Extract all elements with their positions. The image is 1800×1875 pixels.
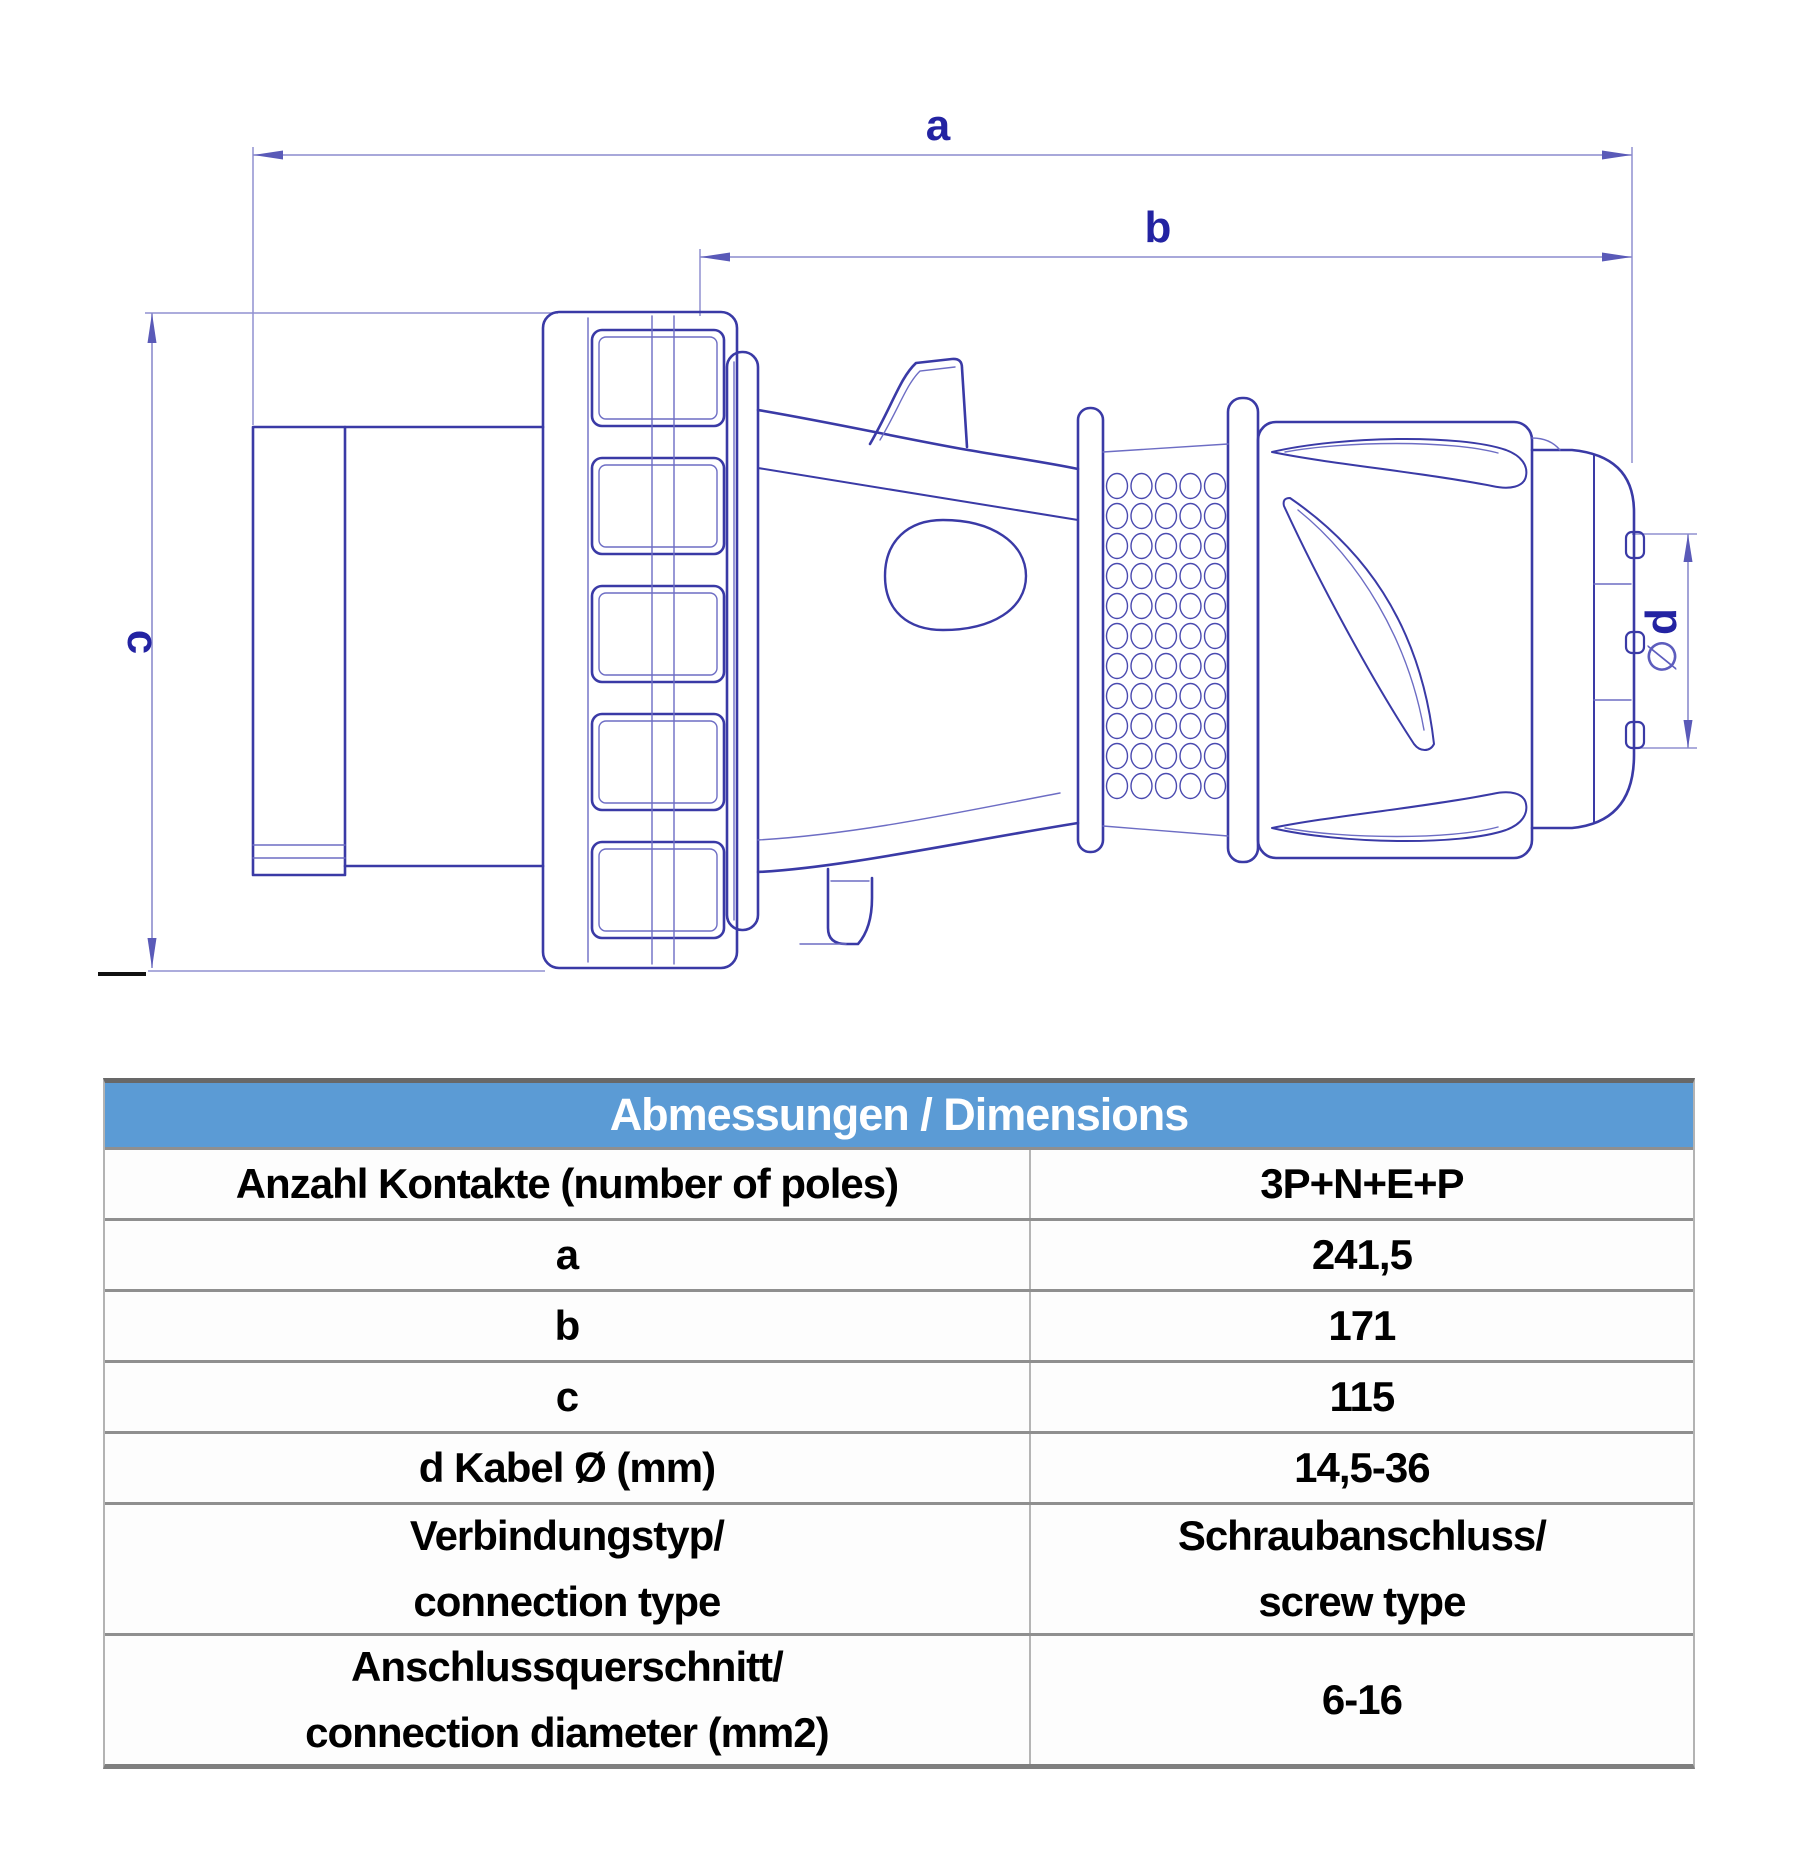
- dim-label-a: a: [925, 101, 951, 150]
- row-value: [1031, 1505, 1693, 1633]
- dim-label-d-letter: d: [1637, 608, 1686, 636]
- row-label: [105, 1505, 1031, 1633]
- grip-bar-left: [1078, 408, 1103, 852]
- dimension-arrowheads: [148, 151, 1693, 969]
- row-label: Anzahl Kontakte (number of poles): [105, 1150, 1031, 1218]
- table-row: [105, 1289, 1693, 1360]
- flange-disc: [727, 352, 758, 930]
- end-cap: [1532, 450, 1634, 828]
- bottom-latch: [828, 869, 872, 944]
- table-row: [105, 1431, 1693, 1502]
- table-header: Abmessungen / Dimensions: [105, 1083, 1693, 1147]
- table-row: [105, 1502, 1693, 1633]
- row-label: [105, 1636, 1031, 1764]
- dimension-extension-lines: [145, 147, 1697, 971]
- grip-bar-right: [1228, 398, 1258, 862]
- gland-nut: [543, 312, 737, 968]
- cable-sleeve: [253, 427, 345, 875]
- row-label: d Kabel Ø (mm): [105, 1434, 1031, 1502]
- diameter-symbol: ∅: [1641, 639, 1685, 674]
- table-row: [105, 1218, 1693, 1289]
- body-top-edge: [758, 410, 1078, 469]
- oval-opening: [885, 520, 1026, 630]
- table-row: [105, 1360, 1693, 1431]
- row-value-line1: Schraubanschluss/: [1177, 1511, 1546, 1559]
- row-label-line1: Anschlussquerschnitt/: [351, 1642, 783, 1690]
- dimension-lines: [152, 155, 1688, 968]
- row-value: 241,5: [1311, 1230, 1412, 1278]
- table-row: [105, 1147, 1693, 1218]
- row-label-line2: connection type: [413, 1578, 721, 1625]
- row-value: 115: [1329, 1372, 1395, 1420]
- row-label: c: [105, 1363, 1031, 1431]
- table-row: [105, 1633, 1693, 1764]
- plug-outline: [253, 312, 1644, 968]
- petal-ring: [1258, 422, 1532, 858]
- row-label: b: [105, 1292, 1031, 1360]
- row-value: 3P+N+E+P: [1260, 1159, 1464, 1207]
- body-bottom-edge: [758, 823, 1078, 872]
- row-value: 171: [1328, 1301, 1396, 1349]
- row-value: 6-16: [1321, 1675, 1402, 1723]
- row-label-line2: connection diameter (mm2): [305, 1709, 829, 1756]
- grip-dot-texture: [1107, 474, 1226, 799]
- row-value: 14,5-36: [1294, 1443, 1430, 1491]
- row-label: a: [105, 1221, 1031, 1289]
- dim-label-b: b: [1144, 203, 1172, 252]
- dimensions-table: [103, 1078, 1695, 1769]
- dim-label-c: c: [118, 629, 167, 655]
- row-label-line1: Verbindungstyp/: [409, 1511, 724, 1559]
- row-value-line2: screw type: [1258, 1578, 1466, 1625]
